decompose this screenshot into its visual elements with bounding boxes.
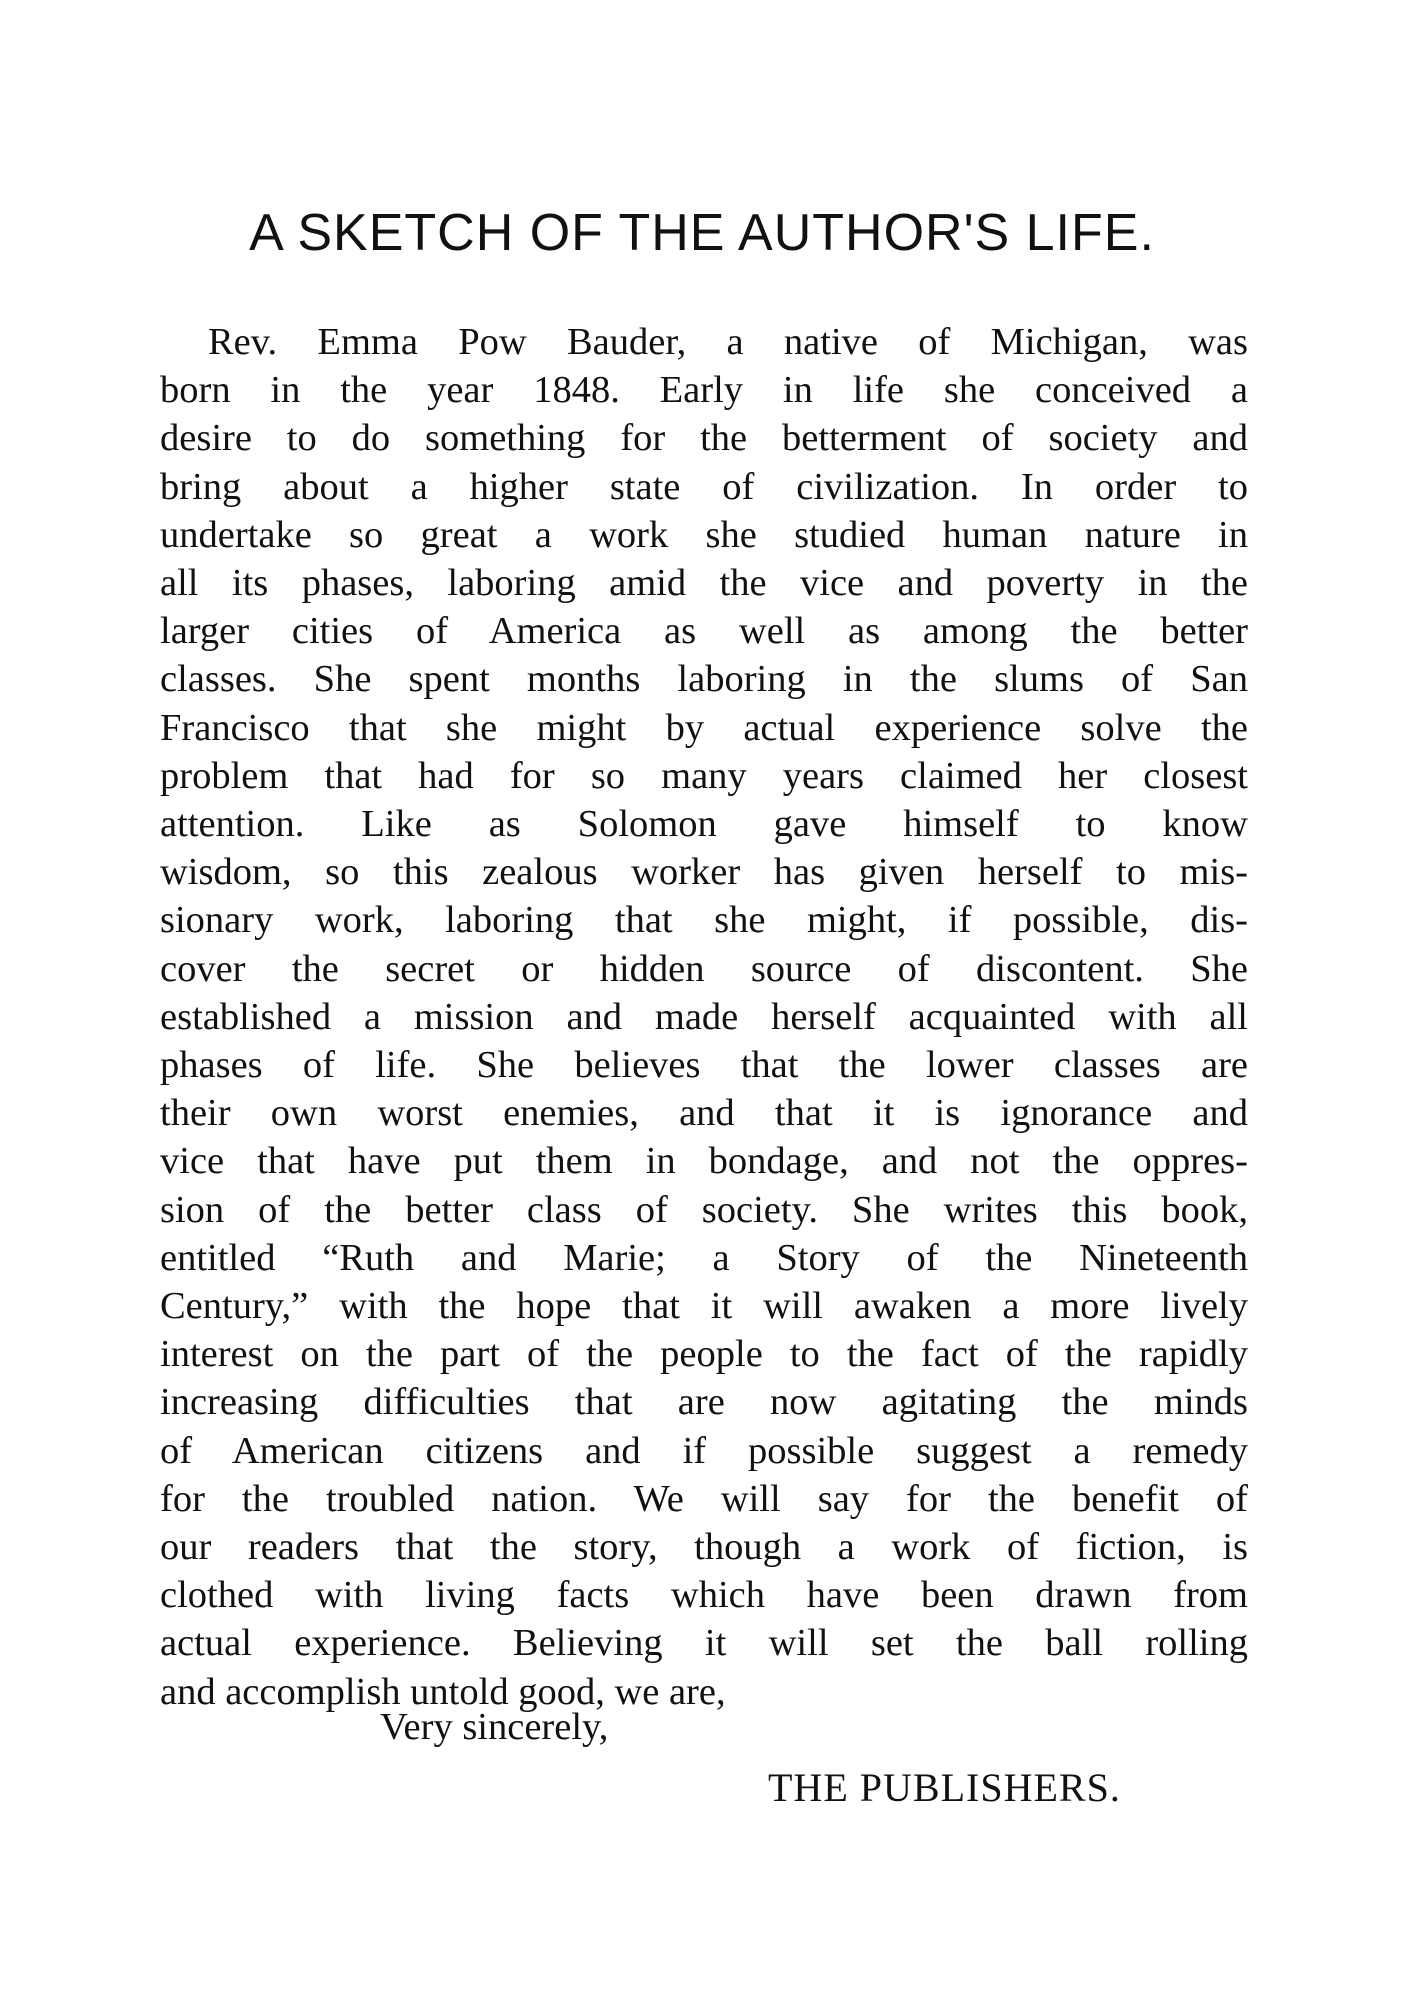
text-line: for the troubled nation. We will say for the benefit of <box>160 1477 1248 1520</box>
signature: THE PUBLISHERS. <box>768 1765 1121 1810</box>
text-line: larger cities of America as well as among the better <box>160 610 1248 653</box>
text-line: Century,” with the hope that it will awaken a more lively <box>160 1285 1248 1328</box>
text-line: clothed with living facts which have been drawn from <box>160 1574 1248 1617</box>
page-title: A SKETCH OF THE AUTHOR'S LIFE. <box>249 204 1155 262</box>
text-line: attention. Like as Solomon gave himself to know <box>160 803 1248 846</box>
text-line: undertake so great a work she studied human nature in <box>160 513 1248 556</box>
text-line: actual experience. Believing it will set the ball rolling <box>160 1622 1248 1665</box>
text-line: Francisco that she might by actual experience solve the <box>160 706 1248 749</box>
text-line: vice that have put them in bondage, and not the oppres- <box>160 1140 1248 1183</box>
text-line: problem that had for so many years claimed her closest <box>160 754 1248 797</box>
closing-salutation: Very sincerely, <box>380 1706 609 1748</box>
text-line: wisdom, so this zealous worker has given herself to mis- <box>160 851 1248 894</box>
text-line: of American citizens and if possible suggest a remedy <box>160 1429 1248 1472</box>
text-line: and accomplish untold good, we are, <box>160 1670 726 1713</box>
text-line: phases of life. She believes that the lower classes are <box>160 1044 1248 1087</box>
text-line: sion of the better class of society. She writes this book, <box>160 1188 1248 1231</box>
text-line: established a mission and made herself acquainted with all <box>160 995 1248 1038</box>
text-line: sionary work, laboring that she might, if possible, dis- <box>160 899 1248 942</box>
text-line: desire to do something for the betterment of society and <box>160 417 1248 460</box>
text-line: Rev. Emma Pow Bauder, a native of Michigan, was <box>208 321 1248 363</box>
text-line: all its phases, laboring amid the vice and poverty in the <box>160 562 1248 605</box>
text-line: our readers that the story, though a work of fiction, is <box>160 1526 1248 1569</box>
text-line: entitled “Ruth and Marie; a Story of the Nineteenth <box>160 1236 1248 1279</box>
text-line: cover the secret or hidden source of discontent. She <box>160 947 1248 990</box>
text-line: their own worst enemies, and that it is ignorance and <box>160 1092 1248 1135</box>
text-line: bring about a higher state of civilization. In order to <box>160 465 1248 508</box>
text-line: interest on the part of the people to the fact of the rapidly <box>160 1333 1248 1376</box>
text-line: classes. She spent months laboring in the slums of San <box>160 658 1248 701</box>
text-line: born in the year 1848. Early in life she conceived a <box>160 369 1248 412</box>
body-paragraph <box>160 318 1248 1716</box>
text-line: increasing difficulties that are now agitating the minds <box>160 1381 1248 1424</box>
